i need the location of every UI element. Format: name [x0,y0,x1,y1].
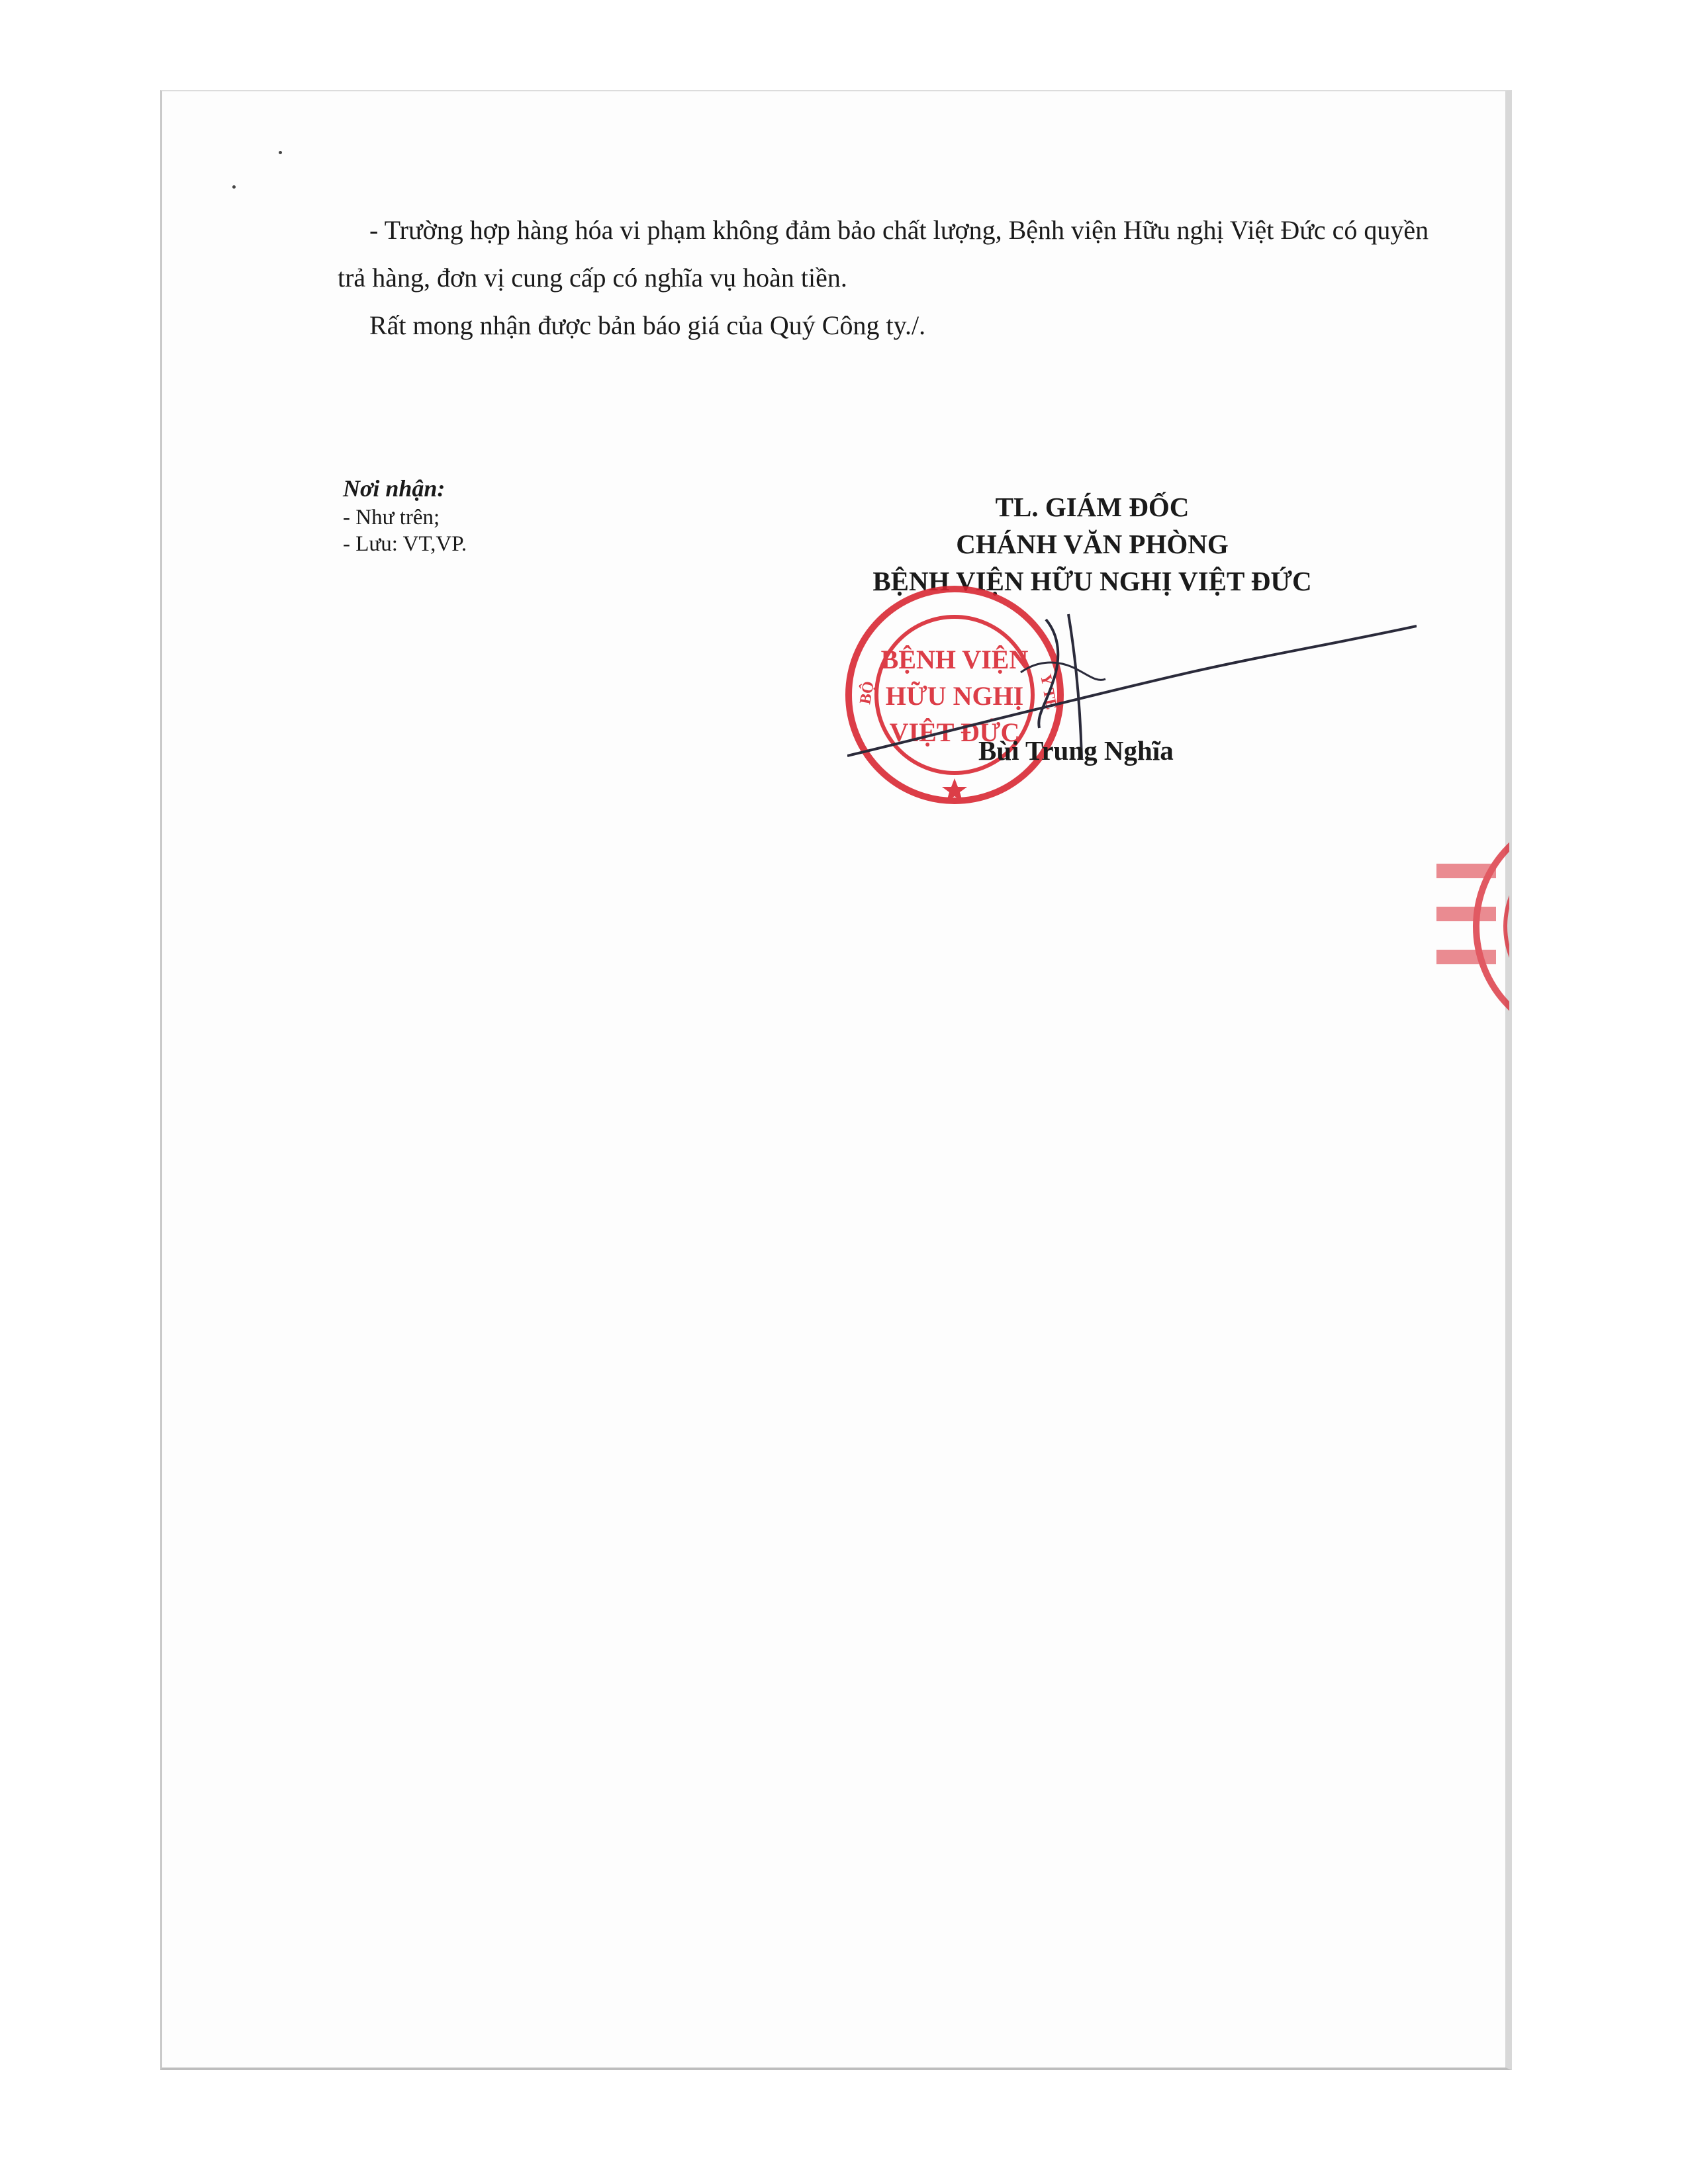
stamp-line: VIỆT ĐỨC [889,717,1020,747]
partial-stamp-graphic [1430,794,1509,1059]
body-text [338,206,1430,349]
scan-speck [279,151,282,154]
stamp-ring-text-right: Y TẾ [1037,672,1060,711]
signer-name: Bùi Trung Nghĩa [978,735,1174,766]
stamp-line: HỮU NGHỊ [885,681,1024,711]
stamp-line: BỆNH VIỆN [880,645,1029,674]
recipients-heading: Nơi nhận: [343,475,445,502]
recipient-item: - Lưu: VT,VP. [343,531,740,557]
stamp-ring-text-left: BỘ [857,680,878,706]
signature-title-line: TL. GIÁM ĐỐC [995,492,1190,522]
body-paragraph-return-goods: - Trường hợp hàng hóa vi phạm không đảm bảo chất lượng, Bệnh viện Hữu nghị Việt Đức có quyền trả hàng, đơn vị cung cấp có nghĩa vụ hoàn tiền. [338,215,1429,293]
recipient-item: - Như trên; [343,504,740,531]
partial-stamp-edge [1430,794,1509,1059]
document-page [160,90,1512,2070]
recipients-block [343,475,740,557]
recipients-list [343,504,740,557]
signature-title-line: CHÁNH VĂN PHÒNG [956,529,1229,559]
signature-title-line: BỆNH VIỆN HỮU NGHỊ VIỆT ĐỨC [872,566,1312,596]
body-paragraph-closing: Rất mong nhận được bản báo giá của Quý Công ty./. [369,310,926,340]
scan-speck [232,185,236,189]
